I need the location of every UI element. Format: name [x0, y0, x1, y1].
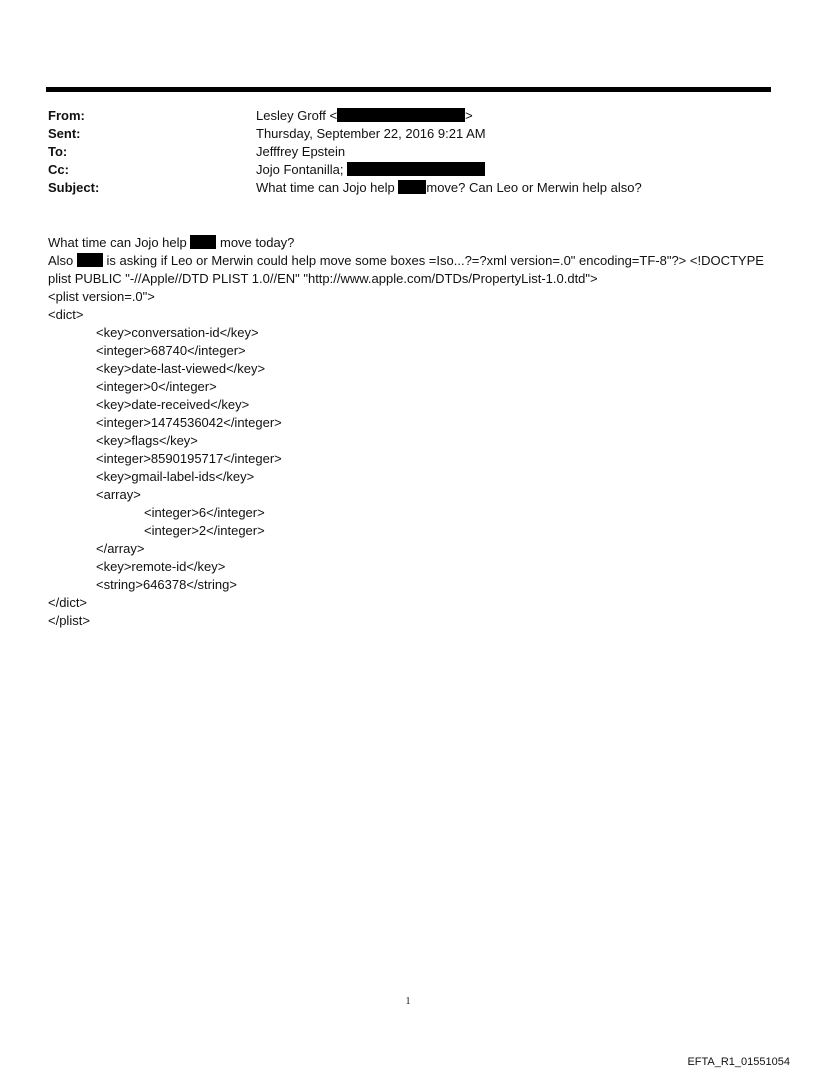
page-number: 1	[405, 996, 411, 1007]
body-line-2-pre: Also	[48, 253, 74, 268]
plist-line: <key>flags</key>	[96, 433, 198, 448]
from-value	[256, 107, 473, 125]
plist-line: </array>	[96, 541, 145, 556]
from-label: From:	[48, 108, 85, 123]
plist-line: <integer>0</integer>	[96, 379, 217, 394]
plist-line: <key>date-received</key>	[96, 397, 250, 412]
plist-line: <plist version=.0">	[48, 289, 155, 304]
redaction-box	[190, 235, 216, 249]
subject-row	[48, 179, 768, 197]
subject-label: Subject:	[48, 180, 100, 195]
from-name: Lesley Groff <	[256, 108, 338, 123]
plist-line: <integer>1474536042</integer>	[96, 415, 282, 430]
cc-label: Cc:	[48, 162, 69, 177]
plist-line: <key>conversation-id</key>	[96, 325, 259, 340]
subject-post: move? Can Leo or Merwin help also?	[426, 180, 642, 195]
body-line-2	[48, 252, 773, 288]
email-body	[48, 234, 773, 630]
to-label: To:	[48, 144, 68, 159]
cc-value	[256, 161, 485, 179]
sent-value: Thursday, September 22, 2016 9:21 AM	[256, 126, 486, 141]
plist-line: <array>	[96, 487, 141, 502]
plist-line: <key>remote-id</key>	[96, 559, 226, 574]
body-line-1	[48, 234, 773, 252]
plist-line: <integer>6</integer>	[144, 505, 265, 520]
subject-pre: What time can Jojo help	[256, 180, 395, 195]
plist-line: <integer>8590195717</integer>	[96, 451, 282, 466]
cc-row	[48, 161, 768, 179]
plist-line: <key>date-last-viewed</key>	[96, 361, 266, 376]
plist-line: </plist>	[48, 613, 90, 628]
from-close: >	[465, 108, 473, 123]
redaction-box	[337, 108, 465, 122]
body-line-1-post: move today?	[219, 235, 295, 250]
cc-name: Jojo Fontanilla;	[256, 162, 344, 177]
plist-line: </dict>	[48, 595, 88, 610]
plist-line: <integer>2</integer>	[144, 523, 265, 538]
document-id: EFTA_R1_01551054	[687, 1056, 790, 1068]
plist-line: <integer>68740</integer>	[96, 343, 246, 358]
subject-value	[256, 179, 642, 197]
email-headers	[48, 107, 768, 197]
sent-row	[48, 125, 768, 143]
from-row	[48, 107, 768, 125]
to-value: Jefffrey Epstein	[256, 144, 346, 159]
sent-label: Sent:	[48, 126, 81, 141]
to-row	[48, 143, 768, 161]
redaction-box	[347, 162, 485, 176]
body-line-2-post: is asking if Leo or Merwin could help move some boxes =Iso...?=?xml version=.0" encoding=TF-8"?> <!DOCTYPE plist PUBLIC "-//Apple//DTD PLIST 1.0//EN" "http://www.apple.com/DTDs/PropertyList-1.0.dtd">	[48, 253, 764, 286]
body-line-1-pre: What time can Jojo help	[48, 235, 187, 250]
header-rule	[46, 87, 771, 92]
plist-line: <key>gmail-label-ids</key>	[96, 469, 255, 484]
redaction-box	[77, 253, 103, 267]
plist-line: <string>646378</string>	[96, 577, 237, 592]
plist-line: <dict>	[48, 307, 84, 322]
redaction-box	[398, 180, 426, 194]
